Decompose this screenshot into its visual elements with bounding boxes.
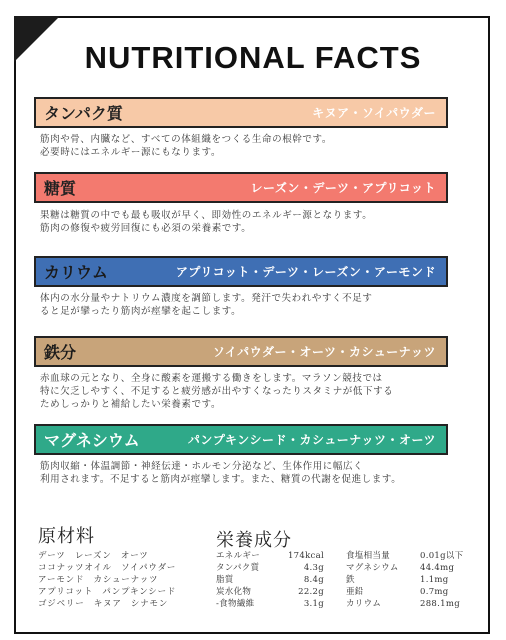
section-description-carbohydrate	[40, 209, 460, 235]
section-foods: レーズン・デーツ・アプリコット	[250, 181, 436, 195]
description-line: 筋肉の修復や疲労回復にも必須の栄養素です。	[40, 223, 252, 234]
description-line: 利用されます。不足すると筋肉が痙攣します。また、糖質の代謝を促進します。	[40, 474, 402, 485]
section-name: 糖質	[44, 179, 77, 198]
nutrient-label: 亜鉛	[346, 587, 364, 597]
nutrient-label: 炭水化物	[216, 587, 252, 597]
nutrient-label: タンパク質	[216, 563, 260, 573]
nutrient-value: 22.2g	[298, 587, 324, 597]
nutrition-left-labels	[216, 550, 260, 610]
section-name: 鉄分	[44, 343, 77, 362]
description-line: 特に欠乏しやすく、不足すると疲労感が出やすくなったりスタミナが低下する	[40, 386, 394, 397]
section-name: マグネシウム	[44, 431, 140, 450]
nutrient-value: 288.1mg	[420, 599, 460, 609]
section-foods: ソイパウダー・オーツ・カシューナッツ	[212, 345, 436, 359]
nutrient-value: 0.7mg	[420, 587, 449, 597]
section-bar-magnesium	[34, 424, 448, 455]
ingredient-line: ココナッツオイル ソイパウダー	[38, 563, 177, 573]
ingredient-line: アプリコット パンプキンシード	[38, 587, 177, 597]
description-line: 筋肉収縮・体温調節・神経伝達・ホルモン分泌など、生体作用に幅広く	[40, 461, 364, 472]
section-description-magnesium	[40, 460, 460, 486]
section-name: タンパク質	[44, 104, 123, 123]
nutrient-label: マグネシウム	[346, 563, 399, 573]
nutrient-value: 1.1mg	[420, 575, 449, 585]
nutrient-label: カリウム	[346, 599, 382, 609]
ingredient-line: ゴジベリー キヌア シナモン	[38, 599, 169, 609]
section-bar-iron	[34, 336, 448, 367]
description-line: ためしっかりと補給したい栄養素です。	[40, 399, 222, 410]
nutrition-right-values	[420, 550, 463, 610]
description-line: 赤血球の元となり、全身に酸素を運搬する働きをします。マラソン競技では	[40, 373, 383, 384]
nutrient-label: 鉄	[346, 575, 355, 585]
description-line: 必要時にはエネルギー源にもなります。	[40, 147, 222, 158]
nutrient-value: 44.4mg	[420, 563, 455, 573]
nutrient-label: 脂質	[216, 575, 234, 585]
ingredients-list	[38, 550, 176, 610]
section-description-iron	[40, 372, 460, 411]
description-line: 果糖は糖質の中でも最も吸収が早く、即効性のエネルギー源となります。	[40, 210, 373, 221]
description-line: ると足が攣ったり筋肉が痙攣を起こします。	[40, 306, 242, 317]
section-bar-protein	[34, 97, 448, 128]
description-line: 体内の水分量やナトリウム濃度を調節します。発汗で失われやすく不足す	[40, 293, 373, 304]
section-foods: アプリコット・デーツ・レーズン・アーモンド	[175, 265, 436, 279]
section-name: カリウム	[44, 263, 108, 282]
nutrient-label: 食塩相当量	[346, 551, 391, 561]
section-foods: パンプキンシード・カシューナッツ・オーツ	[187, 433, 436, 447]
ingredient-line: デーツ レーズン オーツ	[38, 551, 149, 561]
nutrient-value: 4.3g	[303, 563, 324, 573]
nutrition-right-labels	[346, 550, 399, 610]
nutrient-value: 0.01g以下	[420, 551, 464, 561]
nutrient-value: 3.1g	[303, 599, 324, 609]
nutrient-label: エネルギー	[216, 551, 261, 561]
ingredient-line: アーモンド カシューナッツ	[38, 575, 159, 585]
nutrition-left-values	[280, 550, 324, 610]
nutrition-heading: 栄養成分	[216, 530, 292, 551]
nutrient-value: 174kcal	[287, 551, 324, 561]
section-description-protein	[40, 133, 460, 159]
nutrient-value: 8.4g	[303, 575, 324, 585]
ingredients-heading: 原材料	[38, 526, 95, 547]
page-title: NUTRITIONAL FACTS	[84, 40, 422, 75]
section-bar-carbohydrate	[34, 172, 448, 203]
section-description-potassium	[40, 292, 460, 318]
description-line: 筋肉や骨、内臓など、すべての体組織をつくる生命の根幹です。	[40, 134, 332, 145]
nutrient-label: -食物繊維	[216, 599, 255, 609]
section-bar-potassium	[34, 256, 448, 287]
section-foods: キヌア・ソイパウダー	[312, 106, 436, 120]
